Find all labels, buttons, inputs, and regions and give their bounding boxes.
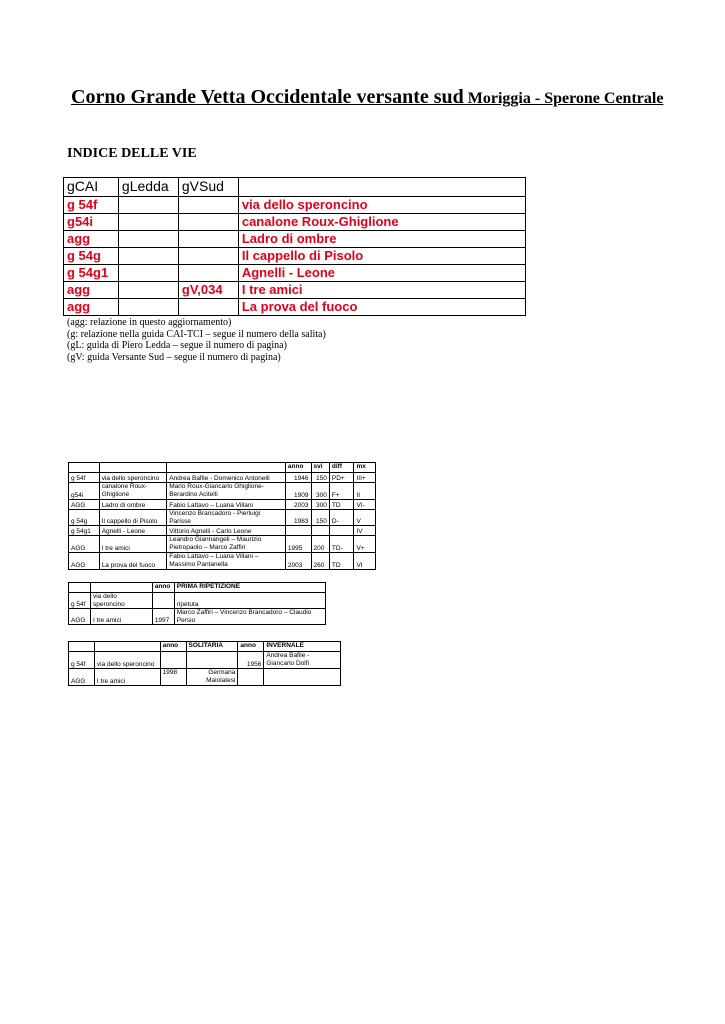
- index-cell: g 54g: [64, 248, 119, 265]
- climbs-header-cell: [99, 463, 167, 473]
- table-row: [64, 197, 526, 214]
- table-row: [64, 282, 526, 299]
- repetition-cell: Marco Zaffiri – Vincenzo Brancadoro – Claudio Persio: [174, 609, 325, 625]
- climb-cell: 150: [311, 473, 329, 483]
- climb-cell: g54i: [69, 483, 100, 500]
- note-line: (gL: guida di Piero Ledda – segue il numero di pagina): [67, 340, 287, 351]
- repetition-header-cell: [90, 583, 152, 593]
- table-row: [69, 483, 376, 500]
- climb-cell: V+: [354, 536, 376, 553]
- repetition-header-cell: PRIMA RIPETIZIONE: [174, 583, 325, 593]
- index-cell: [118, 214, 178, 231]
- index-header-row: [64, 178, 526, 197]
- index-heading: INDICE DELLE VIE: [67, 146, 197, 161]
- climb-cell: V: [354, 510, 376, 526]
- index-cell: [118, 248, 178, 265]
- repetition-header-cell: [69, 583, 91, 593]
- climb-cell: 300: [311, 483, 329, 500]
- index-cell: [178, 197, 238, 214]
- solo-header-cell: [69, 642, 95, 652]
- index-cell: canalone Roux-Ghiglione: [238, 214, 525, 231]
- index-cell: I tre amici: [238, 282, 525, 299]
- index-cell: [118, 231, 178, 248]
- table-row: [69, 609, 326, 625]
- climb-cell: PD+: [329, 473, 354, 483]
- table-row: [69, 500, 376, 510]
- table-row: [69, 536, 376, 553]
- climb-cell: La prova del fuoco: [99, 553, 167, 570]
- index-cell: [178, 231, 238, 248]
- table-row: [69, 669, 341, 686]
- climbs-header-cell: mx: [354, 463, 376, 473]
- index-cell: Agnelli - Leone: [238, 265, 525, 282]
- climb-cell: TD-: [329, 536, 354, 553]
- note-line: (gV: guida Versante Sud – segue il numero di pagina): [67, 351, 281, 363]
- repetition-cell: 1997: [152, 609, 174, 625]
- solo-cell: Andrea Bafile - Giancarlo Dolfi: [264, 652, 341, 669]
- solo-header-cell: SOLITARIA: [186, 642, 238, 652]
- table-row: [69, 553, 376, 570]
- index-header-cell: [238, 178, 525, 197]
- climb-cell: TD: [329, 553, 354, 570]
- solo-cell: [186, 652, 238, 669]
- index-header-cell: gLedda: [118, 178, 178, 197]
- climb-cell: 300: [311, 500, 329, 510]
- climb-cell: AGG: [69, 500, 100, 510]
- climb-cell: Vincenzo Brancadoro - Pierluigi Parisse: [167, 510, 286, 526]
- note-line: (agg: relazione in questo aggiornamento): [67, 317, 232, 328]
- solo-header-cell: anno: [160, 642, 186, 652]
- climb-cell: Il cappello di Pisolo: [99, 510, 167, 526]
- solo-cell: via dello speroncino: [94, 652, 160, 669]
- solo-cell: I tre amici: [94, 669, 160, 686]
- climbs-header-cell: diff: [329, 463, 354, 473]
- climbs-header-cell: svi: [311, 463, 329, 473]
- climb-cell: g 54g: [69, 510, 100, 526]
- index-cell: [118, 197, 178, 214]
- index-cell: [118, 265, 178, 282]
- climb-cell: Fabio Lattavo – Luana Villani – Massimo Pantanella: [167, 553, 286, 570]
- solo-header-cell: INVERNALE: [264, 642, 341, 652]
- index-cell: g 54g1: [64, 265, 119, 282]
- climbs-header-row: [69, 463, 376, 473]
- first-repetition-table: [68, 582, 326, 625]
- index-cell: La prova del fuoco: [238, 299, 525, 316]
- solo-cell: [264, 669, 341, 686]
- table-row: [64, 231, 526, 248]
- index-cell: agg: [64, 299, 119, 316]
- index-cell: [178, 248, 238, 265]
- climb-cell: 2003: [285, 553, 311, 570]
- index-cell: gV,034: [178, 282, 238, 299]
- climb-cell: 1995: [285, 536, 311, 553]
- climb-cell: 1909: [285, 483, 311, 500]
- solo-cell: AGG: [69, 669, 95, 686]
- title-main: Corno Grande Vetta Occidentale versante sud: [71, 86, 464, 108]
- legend-notes: [67, 317, 326, 363]
- climb-cell: 1946: [285, 473, 311, 483]
- repetition-cell: g 54f: [69, 593, 91, 609]
- climb-cell: VI: [354, 553, 376, 570]
- repetition-cell: AGG: [69, 609, 91, 625]
- repetition-header-cell: anno: [152, 583, 174, 593]
- index-cell: via dello speroncino: [238, 197, 525, 214]
- climb-cell: III+: [354, 473, 376, 483]
- table-row: [69, 652, 341, 669]
- climb-cell: II: [354, 483, 376, 500]
- climb-cell: Fabio Lattavo – Luana Villani: [167, 500, 286, 510]
- climb-cell: canalone Roux-Ghiglione: [99, 483, 167, 500]
- repetition-cell: via dello speroncino: [90, 593, 152, 609]
- climb-cell: TD: [329, 500, 354, 510]
- climb-cell: g 54g1: [69, 526, 100, 536]
- climb-cell: 150: [311, 510, 329, 526]
- solo-cell: 1956: [238, 652, 264, 669]
- climb-cell: Andrea Bafile - Domenico Antonelli: [167, 473, 286, 483]
- index-cell: Il cappello di Pisolo: [238, 248, 525, 265]
- index-cell: [118, 282, 178, 299]
- index-cell: [178, 265, 238, 282]
- solo-header-row: [69, 642, 341, 652]
- repetition-cell: I tre amici: [90, 609, 152, 625]
- climb-cell: via dello speroncino: [99, 473, 167, 483]
- solo-winter-table: [68, 641, 341, 686]
- index-table: [63, 177, 526, 316]
- index-cell: Ladro di ombre: [238, 231, 525, 248]
- climb-cell: 1983: [285, 510, 311, 526]
- table-row: [69, 526, 376, 536]
- index-cell: g 54f: [64, 197, 119, 214]
- climbs-header-cell: anno: [285, 463, 311, 473]
- index-cell: agg: [64, 282, 119, 299]
- climb-cell: F+: [329, 483, 354, 500]
- note-line: (g: relazione nella guida CAI-TCI – segue il numero della salita): [67, 328, 326, 340]
- index-cell: g54i: [64, 214, 119, 231]
- repetition-header-row: [69, 583, 326, 593]
- index-cell: agg: [64, 231, 119, 248]
- climb-cell: I tre amici: [99, 536, 167, 553]
- index-cell: [178, 299, 238, 316]
- climbs-table: [68, 462, 376, 570]
- climb-cell: 260: [311, 553, 329, 570]
- climb-cell: [329, 526, 354, 536]
- climb-cell: [285, 526, 311, 536]
- solo-cell: [160, 652, 186, 669]
- climb-cell: Ladro di ombre: [99, 500, 167, 510]
- solo-cell: [238, 669, 264, 686]
- climb-cell: Leandro Giannangeli – Maurizio Pietropaolo – Marco Zaffiri: [167, 536, 286, 553]
- climb-cell: 200: [311, 536, 329, 553]
- climb-cell: Mario Roux-Giancarlo Ghiglione-Berardino Acitelli: [167, 483, 286, 500]
- climb-cell: Agnelli - Leone: [99, 526, 167, 536]
- table-row: [69, 593, 326, 609]
- solo-cell: g 54f: [69, 652, 95, 669]
- index-cell: [178, 214, 238, 231]
- table-row: [64, 248, 526, 265]
- table-row: [64, 265, 526, 282]
- climb-cell: Vittorio Agnelli - Carlo Leone: [167, 526, 286, 536]
- climbs-header-cell: [167, 463, 286, 473]
- climb-cell: IV: [354, 526, 376, 536]
- table-row: [64, 214, 526, 231]
- title-sub: Moriggia - Sperone Centrale: [467, 90, 664, 107]
- solo-header-cell: [94, 642, 160, 652]
- climb-cell: VI-: [354, 500, 376, 510]
- page-title: [71, 86, 671, 109]
- table-row: [69, 510, 376, 526]
- climb-cell: g 54f: [69, 473, 100, 483]
- table-row: [64, 299, 526, 316]
- table-row: [69, 473, 376, 483]
- climb-cell: AGG: [69, 553, 100, 570]
- repetition-cell: ripetuta: [174, 593, 325, 609]
- solo-cell: Germana Maiolatesi: [186, 669, 238, 686]
- index-header-cell: gVSud: [178, 178, 238, 197]
- climb-cell: 2003: [285, 500, 311, 510]
- repetition-cell: [152, 593, 174, 609]
- climb-cell: [311, 526, 329, 536]
- climb-cell: AGG: [69, 536, 100, 553]
- solo-header-cell: anno: [238, 642, 264, 652]
- index-cell: [118, 299, 178, 316]
- climbs-header-cell: [69, 463, 100, 473]
- solo-cell: 1998: [160, 669, 186, 686]
- climb-cell: D-: [329, 510, 354, 526]
- index-header-cell: gCAI: [64, 178, 119, 197]
